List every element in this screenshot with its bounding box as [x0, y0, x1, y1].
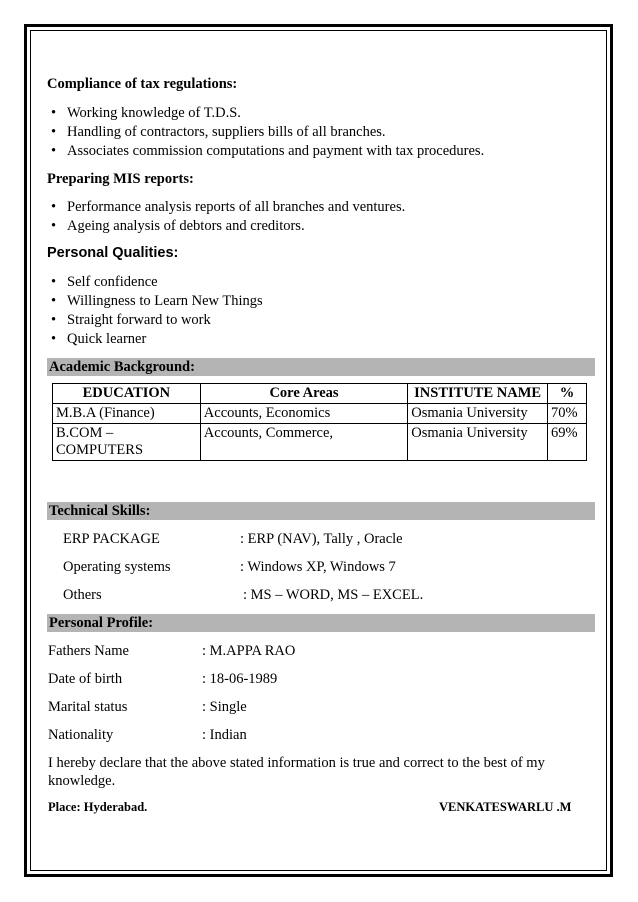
column-header: Core Areas	[200, 384, 407, 404]
column-header: EDUCATION	[53, 384, 201, 404]
bullet-icon: •	[51, 274, 57, 290]
academic-heading: Academic Background:	[49, 359, 195, 375]
table-row	[53, 404, 587, 424]
bullet-icon: •	[51, 143, 57, 159]
skill-label: Others	[63, 587, 102, 603]
place-text: Place: Hyderabad.	[48, 800, 148, 814]
table-cell: Osmania University	[408, 404, 548, 424]
skill-value: : ERP (NAV), Tally , Oracle	[240, 531, 403, 547]
academic-heading-bar	[47, 358, 595, 376]
bullet-icon: •	[51, 218, 57, 234]
skill-label: ERP PACKAGE	[63, 531, 160, 547]
technical-heading-bar	[47, 502, 595, 520]
signature-name: VENKATESWARLU .M	[439, 800, 572, 814]
bullet-icon: •	[51, 105, 57, 121]
skill-value: : MS – WORD, MS – EXCEL.	[243, 587, 424, 603]
column-header: %	[548, 384, 587, 404]
qualities-heading: Personal Qualities:	[47, 245, 179, 261]
profile-label: Nationality	[48, 727, 114, 743]
table-row	[53, 424, 587, 461]
bullet-icon: •	[51, 199, 57, 215]
profile-value: : 18-06-1989	[202, 671, 278, 687]
education-table	[52, 383, 587, 461]
bullet-icon: •	[51, 331, 57, 347]
profile-label: Fathers Name	[48, 643, 129, 659]
table-cell: M.B.A (Finance)	[53, 404, 201, 424]
skill-label: Operating systems	[63, 559, 171, 575]
table-cell: 69%	[548, 424, 587, 461]
declaration-text: I hereby declare that the above stated information is true and correct to the best of my knowledge.	[48, 755, 545, 789]
profile-label: Marital status	[48, 699, 128, 715]
profile-value: : M.APPA RAO	[202, 643, 296, 659]
table-cell: Accounts, Economics	[200, 404, 407, 424]
bullet-icon: •	[51, 124, 57, 140]
profile-heading: Personal Profile:	[49, 615, 154, 631]
table-cell: 70%	[548, 404, 587, 424]
column-header: INSTITUTE NAME	[408, 384, 548, 404]
profile-value: : Single	[202, 699, 247, 715]
profile-value: : Indian	[202, 727, 247, 743]
bullet-icon: •	[51, 312, 57, 328]
table-cell: Accounts, Commerce,	[200, 424, 407, 461]
technical-heading: Technical Skills:	[49, 503, 151, 519]
skill-value: : Windows XP, Windows 7	[240, 559, 396, 575]
mis-heading: Preparing MIS reports:	[47, 171, 194, 187]
bullet-icon: •	[51, 293, 57, 309]
table-header-row	[53, 384, 587, 404]
compliance-heading: Compliance of tax regulations:	[47, 76, 238, 92]
table-cell: Osmania University	[408, 424, 548, 461]
profile-label: Date of birth	[48, 671, 123, 687]
table-cell: B.COM – COMPUTERS	[53, 424, 201, 461]
profile-heading-bar	[47, 614, 595, 632]
